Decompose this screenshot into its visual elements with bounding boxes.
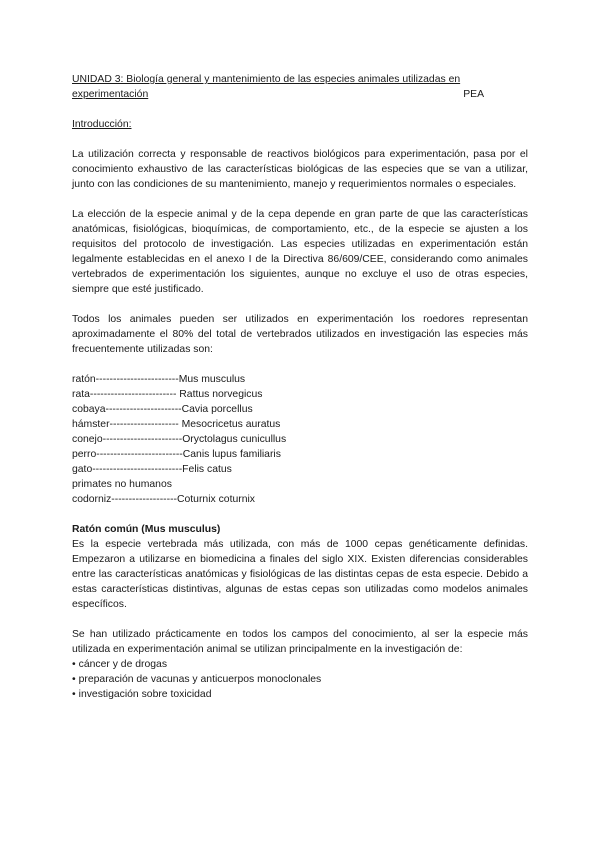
- species-item: rata------------------------- Rattus norvegicus: [72, 389, 263, 400]
- title-row-2: [72, 87, 528, 102]
- list-item: • preparación de vacunas y anticuerpos monoclonales: [72, 672, 528, 687]
- species-item: primates no humanos: [72, 479, 172, 490]
- list-item: • cáncer y de drogas: [72, 657, 528, 672]
- title-line-1: UNIDAD 3: Biología general y mantenimiento de las especies animales utilizadas en: [72, 74, 461, 85]
- intro-paragraph-2: La elección de la especie animal y de la cepa depende en gran parte de que las características anatómicas, fisiológicas, bioquímicas, de comportamiento, etc., de la especie se ajusten a los requisitos del protocolo de investigación. Las especies utilizadas en experimentación están legalmente establecidas en el anexo I de la Directiva 86/609/CEE, considerando como animales vertebrados de experimentación los siguientes, aunque no excluye el uso de otras especies, siempre que esté justificado.: [72, 209, 528, 295]
- species-list: [72, 372, 528, 507]
- document-title: [72, 72, 528, 102]
- research-uses-list: [72, 657, 528, 702]
- mouse-section-heading: Ratón común (Mus musculus): [72, 524, 221, 535]
- mouse-paragraph-1: Es la especie vertebrada más utilizada, con más de 1000 cepas genéticamente definidas. Empezaron a utilizarse en biomedicina a finales del siglo XIX. Existen diferencias considerables entre las características anatómicas y fisiológicas de las distintas cepas de esta especie. Debido a estas características distintivas, algunas de estas cepas son utilizadas como modelos animales específicos.: [72, 539, 528, 610]
- species-item: perro-------------------------Canis lupus familiaris: [72, 449, 281, 460]
- course-tag: PEA: [463, 89, 484, 100]
- list-item: • investigación sobre toxicidad: [72, 687, 528, 702]
- species-item: cobaya----------------------Cavia porcellus: [72, 404, 253, 415]
- intro-heading: Introducción:: [72, 119, 132, 130]
- intro-paragraph-3: Todos los animales pueden ser utilizados en experimentación los roedores representan aproximadamente el 80% del total de vertebrados utilizados en investigación las especies más frecuentemente utilizadas son:: [72, 314, 528, 355]
- species-item: ratón------------------------Mus musculus: [72, 374, 246, 385]
- species-item: hámster-------------------- Mesocricetus auratus: [72, 419, 281, 430]
- species-item: conejo-----------------------Oryctolagus cunicullus: [72, 434, 287, 445]
- species-item: codorniz-------------------Coturnix coturnix: [72, 494, 255, 505]
- intro-paragraph-1: La utilización correcta y responsable de reactivos biológicos para experimentación, pasa por el conocimiento exhaustivo de las características biológicas de las especies que se van a utilizar, junto con las condiciones de su mantenimiento, manejo y requerimientos normales o especiales.: [72, 149, 528, 190]
- title-line-2: experimentación: [72, 89, 149, 100]
- mouse-paragraph-2: Se han utilizado prácticamente en todos los campos del conocimiento, al ser la especie más utilizada en experimentación animal se utilizan principalmente en la investigación de:: [72, 629, 528, 655]
- species-item: gato--------------------------Felis catus: [72, 464, 232, 475]
